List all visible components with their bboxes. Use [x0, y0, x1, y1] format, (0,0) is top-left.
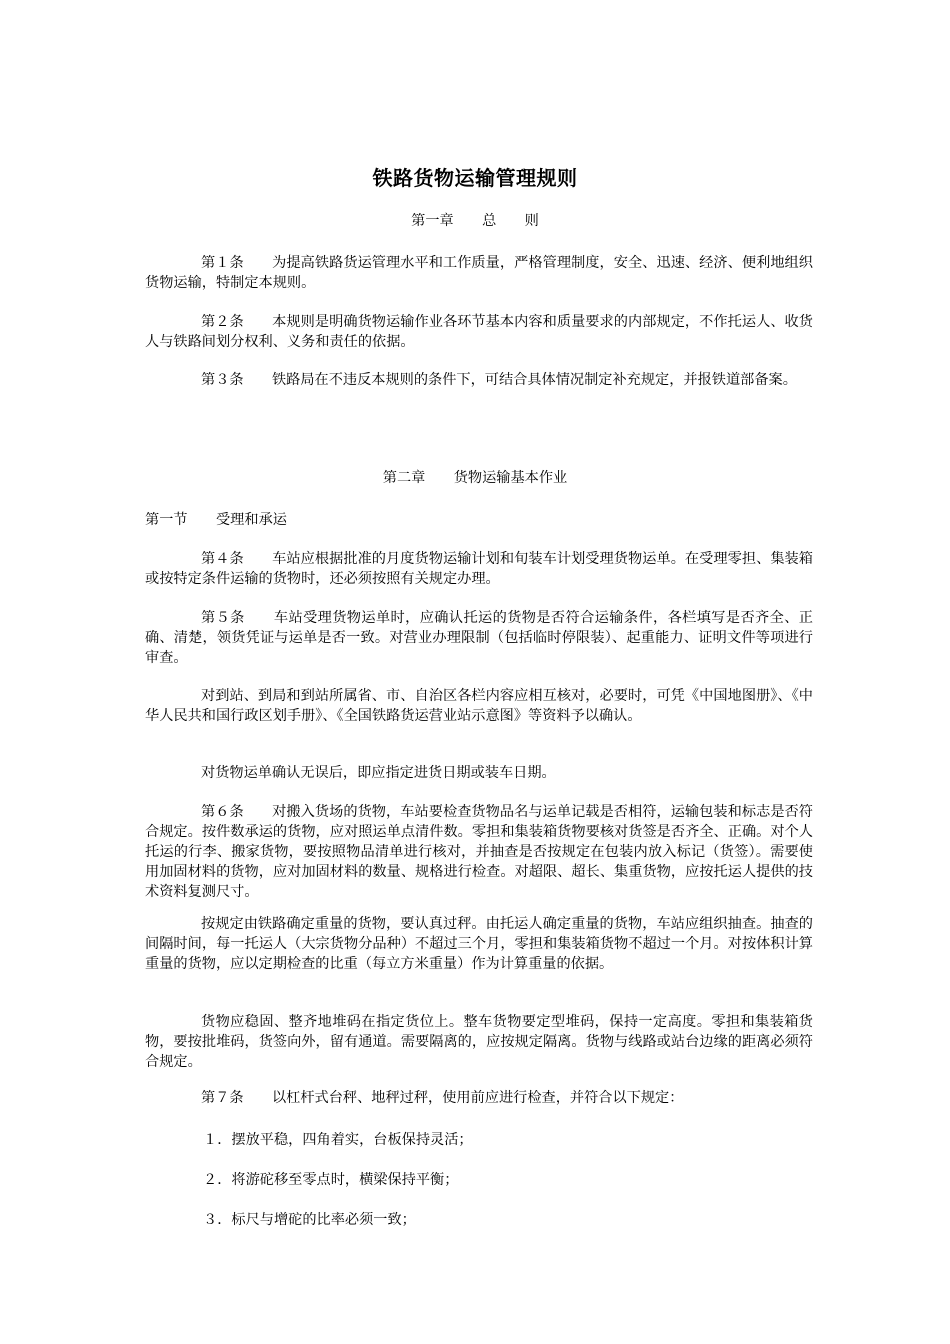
article-4-text: 车站应根据批准的月度货物运输计划和旬装车计划受理货物运单。在受理零担、集装箱或按特定条件运输的货物时，还必须按照有关规定办理。 [145, 551, 813, 587]
article-2-text: 本规则是明确货物运输作业各环节基本内容和质量要求的内部规定，不作托运人、收货人与铁路间划分权利、义务和责任的依据。 [145, 314, 813, 350]
article-4-number: 第４条 [201, 551, 273, 567]
article-2-number: 第２条 [201, 314, 273, 330]
list-item: １．摆放平稳，四角着实，台板保持灵活； [203, 1132, 473, 1148]
article-5-number: 第５条 [201, 610, 274, 626]
article-5 [145, 608, 813, 668]
article-6-paragraph-2: 按规定由铁路确定重量的货物，要认真过秤。由托运人确定重量的货物，车站应组织抽查。抽查的间隔时间，每一托运人（大宗货物分品种）不超过三个月，零担和集装箱货物不超过一个月。对按体积计算重量的货物，应以定期检查的比重（每立方米重量）作为计算重量的依据。 [145, 916, 813, 972]
article-5-text: 车站受理货物运单时，应确认托运的货物是否符合运输条件，各栏填写是否齐全、正确、清楚，领货凭证与运单是否一致。对营业办理限制（包括临时停限装）、起重能力、证明文件等项进行审查。 [145, 610, 813, 666]
article-3 [145, 370, 813, 390]
article-1 [145, 253, 813, 293]
article-7-text: 以杠杆式台秤、地秤过秤，使用前应进行检查，并符合以下规定： [271, 1090, 684, 1106]
article-5-paragraph-2: 对到站、到局和到站所属省、市、自治区各栏内容应相互核对，必要时，可凭《中国地图册》、《中华人民共和国行政区划手册》、《全国铁路货运营业站示意图》等资料予以确认。 [145, 688, 813, 724]
document-title: 铁路货物运输管理规则 [372, 166, 578, 190]
chapter-2-heading: 第二章 货物运输基本作业 [382, 470, 568, 486]
article-6-number: 第６条 [201, 804, 273, 820]
article-5-paragraph-3: 对货物运单确认无误后，即应指定进货日期或装车日期。 [201, 765, 556, 781]
article-6-paragraph-3: 货物应稳固、整齐地堆码在指定货位上。整车货物要定型堆码，保持一定高度。零担和集装箱货物，要按批堆码，货签向外，留有通道。需要隔离的，应按规定隔离。货物与线路或站台边缘的距离必须符合规定。 [145, 1014, 813, 1070]
list-item: ３．标尺与增砣的比率必须一致； [203, 1212, 416, 1228]
article-1-text: 为提高铁路货运管理水平和工作质量，严格管理制度，安全、迅速、经济、便利地组织货物运输，特制定本规则。 [145, 255, 813, 291]
article-1-number: 第１条 [201, 255, 273, 271]
article-2 [145, 312, 813, 352]
article-6-text: 对搬入货场的货物，车站要检查货物品名与运单记载是否相符，运输包装和标志是否符合规定。按件数承运的货物，应对照运单点清件数。零担和集装箱货物要核对货签是否齐全、正确。对个人托运的行李、搬家货物，要按照物品清单进行核对，并抽查是否按规定在包装内放入标记（货签）。需要使用加固材料的货物，应对加固材料的数量、规格进行检查。对超限、超长、集重货物，应按托运人提供的技术资料复测尺寸。 [145, 804, 813, 900]
article-3-number: 第３条 [201, 372, 272, 388]
article-7-number: 第７条 [201, 1090, 272, 1106]
article-4 [145, 549, 813, 589]
article-7 [145, 1088, 813, 1108]
section-1-heading: 第一节 受理和承运 [145, 512, 287, 528]
chapter-1-heading: 第一章 总 则 [411, 213, 539, 229]
article-3-text: 铁路局在不违反本规则的条件下，可结合具体情况制定补充规定，并报铁道部备案。 [271, 372, 797, 388]
article-6 [145, 802, 813, 902]
list-item: ２．将游砣移至零点时，横梁保持平衡； [203, 1172, 459, 1188]
